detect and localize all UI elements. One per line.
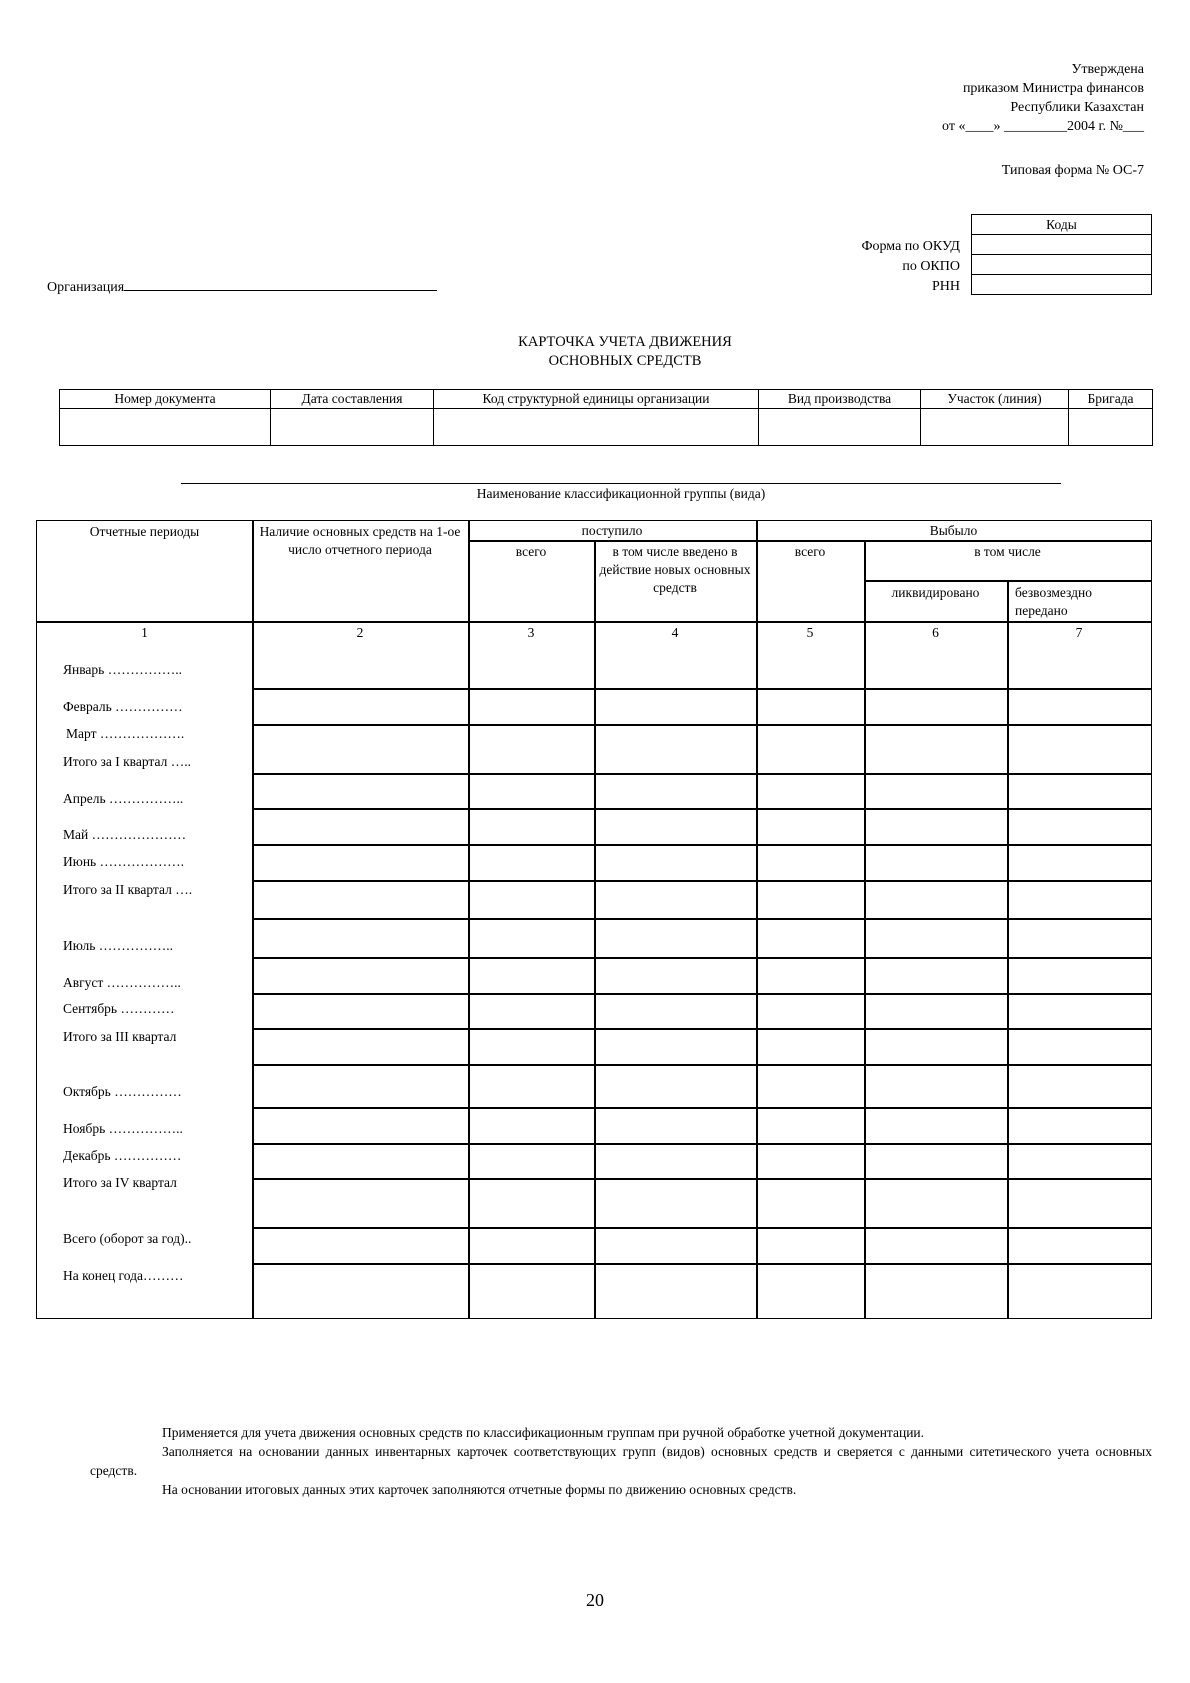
doc-number-field[interactable] (60, 409, 271, 446)
doc-header-brigade: Бригада (1069, 390, 1153, 409)
col-number-7: 7 (1075, 625, 1083, 640)
doc-header-section: Участок (линия) (921, 390, 1069, 409)
classification-label: Наименование классификационной группы (вида) (476, 486, 766, 501)
approval-line: Утверждена (1071, 62, 1144, 77)
form-type: Типовая форма № ОС-7 (1001, 163, 1144, 178)
period-q3-total: Итого за III квартал (63, 1029, 177, 1044)
doc-header-unit-code: Код структурной единицы организации (434, 390, 759, 409)
approval-line: от «____» _________2004 г. №___ (942, 119, 1144, 134)
period-april: Апрель …………….. (63, 791, 184, 806)
doc-unit-code-field[interactable] (434, 409, 759, 446)
classification-field[interactable] (181, 483, 1061, 484)
note-paragraph: Заполняется на основании данных инвентарных карточек соответствующих групп (видов) основных средств и сверяется с данными ситетического учета основных средств. (90, 1444, 1152, 1478)
doc-section-field[interactable] (921, 409, 1069, 446)
okud-code-field[interactable] (972, 235, 1152, 255)
header-disposed-total: всего (794, 544, 826, 559)
header-received-new: в том числе введено в действие новых основных средств (599, 544, 751, 595)
col-number-6: 6 (932, 625, 939, 640)
okpo-code-field[interactable] (972, 255, 1152, 275)
organization-field[interactable] (124, 277, 437, 291)
period-january: Январь …………….. (63, 662, 182, 677)
header-received-total: всего (515, 544, 547, 559)
period-june: Июнь ………………. (63, 854, 184, 869)
period-february: Февраль …………… (63, 699, 183, 714)
doc-header-date: Дата составления (271, 390, 434, 409)
col-number-2: 2 (356, 625, 364, 640)
doc-date-field[interactable] (271, 409, 434, 446)
title-line: КАРТОЧКА УЧЕТА ДВИЖЕНИЯ (518, 334, 732, 350)
doc-brigade-field[interactable] (1069, 409, 1153, 446)
header-availability: Наличие основных средств на 1-ое число отчетного периода (259, 524, 461, 557)
rnn-code-field[interactable] (972, 275, 1152, 295)
document-details-table (59, 389, 1153, 446)
doc-production-field[interactable] (759, 409, 921, 446)
period-may: Май ………………… (63, 827, 187, 842)
approval-block (942, 60, 1144, 136)
period-september: Сентябрь ………… (63, 1001, 175, 1016)
approval-line: приказом Министра финансов (962, 81, 1144, 96)
col-number-4: 4 (671, 625, 679, 640)
period-year-end: На конец года……… (63, 1268, 184, 1283)
doc-header-number: Номер документа (60, 390, 271, 409)
header-free-transfer: безвозмездно передано (1015, 585, 1092, 618)
note-paragraph: На основании итоговых данных этих карточек заполняются отчетные формы по движению основных средств. (162, 1482, 797, 1497)
okud-label: Форма по ОКУД (861, 239, 960, 254)
title-line: ОСНОВНЫХ СРЕДСТВ (548, 353, 702, 369)
col-number-3: 3 (527, 625, 535, 640)
period-august: Август …………….. (63, 975, 181, 990)
page-number: 20 (586, 1590, 604, 1610)
header-periods: Отчетные периоды (89, 524, 200, 539)
code-labels (861, 237, 960, 297)
main-movement-table (36, 520, 1152, 1319)
col-number-5: 5 (806, 625, 814, 640)
organization-label: Организация (47, 280, 125, 295)
period-november: Ноябрь …………….. (63, 1121, 183, 1136)
col-number-1: 1 (141, 625, 148, 640)
okpo-label: по ОКПО (902, 259, 960, 274)
period-q4-total: Итого за IV квартал (63, 1175, 177, 1190)
notes-block (90, 1423, 1152, 1499)
period-q1-total: Итого за I квартал ….. (63, 754, 191, 769)
period-october: Октябрь …………… (63, 1084, 182, 1099)
codes-table (971, 214, 1152, 295)
header-including: в том числе (974, 544, 1041, 559)
organization-row (47, 277, 437, 296)
period-year-total: Всего (оборот за год).. (63, 1231, 192, 1246)
header-liquidated: ликвидировано (891, 585, 980, 600)
header-disposed: Выбыло (929, 523, 978, 538)
approval-line: Республики Казахстан (1010, 100, 1144, 115)
period-december: Декабрь …………… (63, 1148, 182, 1163)
period-q2-total: Итого за II квартал …. (63, 882, 193, 897)
period-july: Июль …………….. (63, 938, 174, 953)
codes-header: Коды (972, 215, 1152, 235)
note-paragraph: Применяется для учета движения основных средств по классификационным группам при ручной обработке учетной документации. (162, 1425, 925, 1440)
header-received: поступило (581, 523, 643, 538)
period-march: Март ………………. (66, 726, 185, 741)
card-title (300, 333, 950, 371)
rnn-label: РНН (931, 279, 960, 294)
doc-header-production: Вид производства (759, 390, 921, 409)
